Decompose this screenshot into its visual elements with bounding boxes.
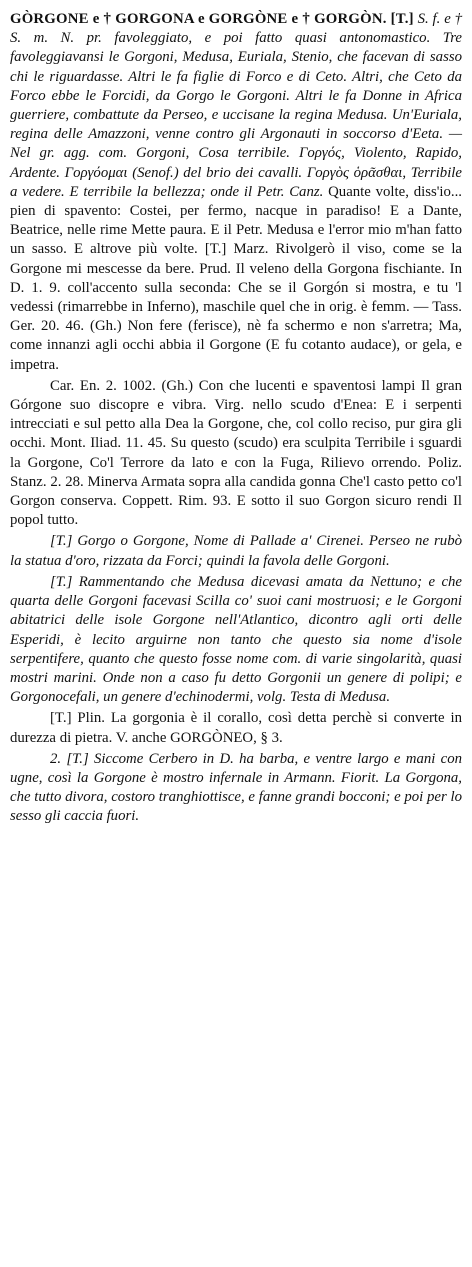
entry-intro — [10, 10, 462, 375]
entry-definition-intro: S. f. e † S. m. N. pr. favoleggiato, e poi fatto quasi antonomastico. Tre favoleggiavansi le Gorgoni, Medusa, Euriala, Stenio, che facevan di sasso chi le riguardasse. Altri le fa figlie di Forco e di Ceto. Altri, che Ceto da Forco ebbe le Forcidi, da Gorgo le Gorgoni. Altri le fa Donne in Africa guerriere, combattute da Perseo, e uccisane la regina Medusa. Un'Euriala, regina delle Amazzoni, venne contro gli Argonauti in soccorso d'Eeta. — — [10, 11, 462, 143]
paragraph-medusa: [T.] Rammentando che Medusa dicevasi amata da Nettuno; e che quarta delle Gorgoni facevasi Scilla co' suoi cani mostruosi; e le Gorgoni abitatrici delle isole Gorgone nell'Atlantico, dicontro agli orti delle Esperidi, è lecito arguirne non tanto che questo sia nome d'isole serpentifere, quanto che questo fosse nome com. di varie singolarità, quasi mostri marini. Onde non a caso fu detto Gorgonii un genere di polipi; e Gorgonocefali, un genere d'echinodermi, volg. Testa di Medusa. — [10, 573, 462, 706]
paragraph-plinio: [T.] Plin. La gorgonia è il corallo, così detta perchè si converte in durezza di pietra. V. anche GORGÒNEO, § 3. — [10, 710, 462, 746]
entry-greek-note: Nel gr. agg. com. Gorgoni, Cosa terribile. Γοργός, Violento, Rapido, Ardente. Γοργόομαι (Senof.) del brio dei cavalli. Γοργὸς ὁρᾶσθαι, Terribile a vedere. E terribile la bellezza; onde il Petr. Canz. — [10, 145, 462, 200]
quote-petrarca: Quante volte, diss'io... pien di spavento: Costei, per fermo, nacque in paradiso! E a Dante, Beatrice, nelle rime Mette paura. E il Petr. Medusa e l'error mio m'han fatto un sasso. E altrove più volte. [T.] — [10, 183, 463, 258]
quote-marzio: Marz. Rivolgerò il viso, come se la Gorgone mi mescesse da bere. Prud. Il veleno della Gorgona fischiante. In D. 1. 9. coll'accento sulla seconda: Che se il Gorgón si mostra, e tu 'l vedessi (rimarrebbe in Inferno), maschile quel che in orig. è femm. — Tass. Ger. 20. 46. (Gh.) Non fere (ferisce), nè fa schermo e non s'arretra; Ma, come innanzi agli occhi abbia il Gorgone (E fu cotanto audace), or gela, e impetra. — [10, 241, 463, 373]
quote-caro-paragraph: Car. En. 2. 1002. (Gh.) Con che lucenti e spaventosi lampi Il gran Górgone suo discopre e vibra. Virg. nello scudo d'Enea: E i serpenti intrecciati e sul petto alla Dea la Gorgone, che, col collo reciso, pur gira gli occhi. Mont. Iliad. 11. 45. Su questo (scudo) era sculpita Terribile i sguardi la Gorgone, Co'l Terrore da lato e con la Fuga, Rilievo orrendo. Poliz. Stanz. 2. 28. Minerva Armata sopra alla candida gonna Che'l casto petto co'l Gorgon conserva. Coppett. Rim. 93. E sotto il suo Gorgon sicuro rendi Il popol tutto. — [10, 377, 462, 529]
paragraph-gorgo: [T.] Gorgo o Gorgone, Nome di Pallade a' Cirenei. Perseo ne rubò la statua d'oro, rizzata da Forci; quindi la favola delle Gorgoni. — [10, 533, 462, 569]
paragraph-sense-2: 2. [T.] Siccome Cerbero in D. ha barba, e ventre largo e mani con ugne, così la Gorgone è mostro infernale in Armann. Fiorit. La Gorgona, che tutto divora, costoro tranghiottisce, e fanne grandi bocconi; e poi per lo sesso gli caccia fuori. — [10, 750, 462, 825]
entry-headword: GÒRGONE e † GORGONA e GORGÒNE e † GORGÒN. [T.] — [10, 11, 414, 27]
